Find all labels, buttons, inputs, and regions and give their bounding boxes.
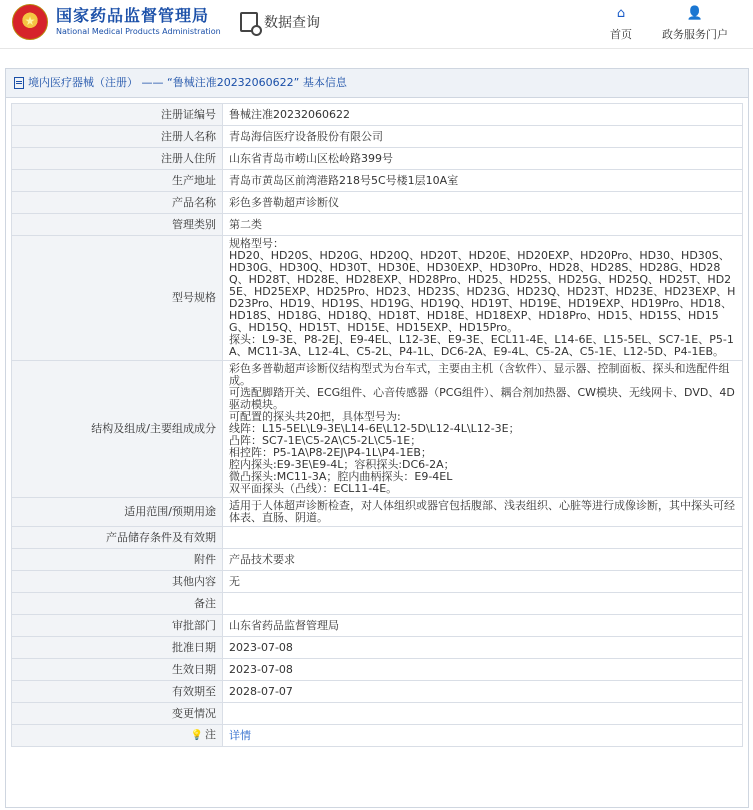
row-label-text: 附件: [194, 552, 216, 566]
row-label: [12, 593, 223, 615]
row-value[interactable]: [223, 725, 743, 747]
row-value-text: 彩色多普勒超声诊断仪: [229, 195, 339, 209]
row-label: [12, 104, 223, 126]
row-value: [223, 571, 743, 593]
row-label-text: 生效日期: [172, 662, 216, 676]
details-link[interactable]: 详情: [229, 728, 251, 742]
row-value: [223, 498, 743, 527]
row-label: [12, 192, 223, 214]
row-label-text: 结构及组成/主要组成成分: [91, 422, 216, 435]
row-value: [223, 703, 743, 725]
row-label: [12, 725, 223, 747]
row-value-text: 山东省青岛市崂山区松岭路399号: [229, 151, 393, 165]
row-value: [223, 170, 743, 192]
top-bar: [0, 0, 753, 49]
row-label: [12, 615, 223, 637]
user-icon: 👤: [686, 6, 704, 21]
row-value-text: 山东省药品监督管理局: [229, 618, 339, 632]
row-value-text: 彩色多普勒超声诊断仪结构型式为台车式，主要由主机（含软件）、显示器、控制面板、探头和选配件组成。 可选配脚踏开关、ECG组件、心音传感器（PCG组件）、耦合剂加热器、CW模块、无线网卡、DVD、4D驱动模块。 可配置的探头共20把，具体型号为: 线阵：L15-5EL\L9-3E\L14-6E\L12-5D\L12-4L\L12-3E； 凸阵：SC7-1E\C5-2A\C5-2L\C5-1E； 相控阵：P5-1A\P8-2EJ\P4-1L\P4-1EB； 腔内探头:E9-3E\E9-4L；容积探头:DC6-2A； 微凸探头:MC11-3A；腔内曲柄探头：E9-4EL 双平面探头（凸线）：ECL11-4E。: [229, 362, 735, 495]
row-value: [223, 104, 743, 126]
row-value: [223, 361, 743, 498]
row-label-text: 产品名称: [172, 195, 216, 209]
row-label-text: 变更情况: [172, 706, 216, 720]
row-value-text: 2028-07-07: [229, 684, 293, 698]
row-value-text: 产品技术要求: [229, 552, 295, 566]
site-logo[interactable]: [12, 4, 221, 40]
row-label-text: 适用范围/预期用途: [124, 505, 216, 518]
table-row: [12, 593, 743, 615]
row-value: [223, 637, 743, 659]
table-row: [12, 615, 743, 637]
nav-service-portal[interactable]: [655, 6, 735, 42]
logo-title-cn: 国家药品监督管理局: [56, 6, 210, 25]
row-label: [12, 681, 223, 703]
row-label-text: 备注: [194, 596, 216, 610]
device-info-table: [11, 103, 743, 747]
table-row: [12, 214, 743, 236]
row-value: [223, 236, 743, 361]
table-row: [12, 126, 743, 148]
row-label: [12, 170, 223, 192]
row-value: [223, 214, 743, 236]
row-label-text: 注册人名称: [161, 129, 216, 143]
row-label: [12, 236, 223, 361]
row-value-text: 青岛市黄岛区前湾港路218号5C号楼1层10A室: [229, 173, 459, 187]
table-row: [12, 236, 743, 361]
row-label-text: 管理类别: [172, 217, 216, 231]
row-value: [223, 192, 743, 214]
row-label-text: 有效期至: [172, 684, 216, 698]
row-value-text: 第二类: [229, 217, 262, 231]
table-row: [12, 659, 743, 681]
row-value: [223, 549, 743, 571]
home-icon: ⌂: [616, 6, 626, 21]
nav-home-label: 首页: [610, 28, 632, 41]
row-value: [223, 126, 743, 148]
row-value-text: 2023-07-08: [229, 640, 293, 654]
table-row: [12, 170, 743, 192]
row-label: [12, 498, 223, 527]
row-label-text: 注册证编号: [161, 107, 216, 121]
table-row: [12, 637, 743, 659]
row-value-text: 鲁械注准20232060622: [229, 107, 350, 121]
nav-home[interactable]: [606, 6, 636, 42]
table-row: [12, 703, 743, 725]
panel-header: [6, 69, 748, 98]
table-row: [12, 361, 743, 498]
table-row: [12, 498, 743, 527]
row-label-text: 审批部门: [172, 618, 216, 632]
row-label-text: 批准日期: [172, 640, 216, 654]
table-row: [12, 104, 743, 126]
logo-text: [56, 6, 221, 38]
table-row: [12, 192, 743, 214]
row-label: [12, 527, 223, 549]
row-value-text: 2023-07-08: [229, 662, 293, 676]
row-label: [12, 214, 223, 236]
row-value: [223, 148, 743, 170]
row-label-text: 注: [205, 728, 216, 741]
logo-title-en: National Medical Products Administration: [56, 27, 221, 36]
nav-service-portal-label: 政务服务门户: [662, 28, 728, 41]
national-emblem-icon: [12, 4, 48, 40]
detail-panel: [5, 68, 749, 808]
row-label-text: 其他内容: [172, 574, 216, 588]
search-document-icon: [240, 12, 258, 32]
document-icon: [14, 77, 24, 89]
row-label-text: 型号规格: [172, 291, 216, 304]
panel-title: 境内医疗器械（注册） —— “鲁械注准20232060622” 基本信息: [28, 76, 347, 89]
table-row: [12, 148, 743, 170]
data-query-label: 数据查询: [264, 15, 320, 31]
table-row: [12, 549, 743, 571]
row-value-text: 青岛海信医疗设备股份有限公司: [229, 129, 383, 143]
row-value: [223, 527, 743, 549]
row-label: [12, 703, 223, 725]
row-value-text: 无: [229, 574, 240, 588]
row-value: [223, 659, 743, 681]
row-value: [223, 615, 743, 637]
row-label-text: 产品储存条件及有效期: [106, 530, 216, 544]
row-label: [12, 126, 223, 148]
row-label: [12, 361, 223, 498]
row-label: [12, 637, 223, 659]
row-label: [12, 549, 223, 571]
row-value-text: 适用于人体超声诊断检查，对人体组织或器官包括腹部、浅表组织、心脏等进行成像诊断，其中探头可经体表、直肠、阴道。: [229, 499, 735, 524]
table-row: [12, 681, 743, 703]
row-value: [223, 681, 743, 703]
table-row: [12, 527, 743, 549]
table-row: [12, 571, 743, 593]
row-label: [12, 659, 223, 681]
row-label-text: 注册人住所: [161, 151, 216, 165]
row-label-text: 生产地址: [172, 173, 216, 187]
data-query-title: [240, 12, 320, 32]
lightbulb-icon: 💡: [190, 730, 203, 741]
row-value-text: 规格型号： HD20、HD20S、HD20G、HD20Q、HD20T、HD20E、HD20EXP、HD20Pro、HD30、HD30S、HD30G、HD30Q、HD30T、HD30E、HD30EXP、HD30Pro、HD28、HD28S、HD28G、HD28Q、HD28T、HD28E、HD28EXP、HD28Pro、HD25、HD25S、HD25G、HD25Q、HD25T、HD25E、HD25EXP、HD25Pro、HD23、HD23S、HD23G、HD23Q、HD23T、HD23E、HD23EXP、HD23Pro、HD19、HD19S、HD19G、HD19Q、HD19T、HD19E、HD19EXP、HD19Pro、HD18、HD18S、HD18G、HD18Q、HD18T、HD18E、HD18EXP、HD18Pro、HD15、HD15S、HD15G、HD15Q、HD15T、HD15E、HD15EXP、HD15Pro。 探头：L9-3E、P8-2EJ、E9-4EL、L12-3E、E9-3E、ECL11-4E、L14-6E、L15-5EL、SC7-1E、P5-1A、MC11-3A、L12-4L、C5-2L、P4-1L、DC6-2A、E9-4L、C5-2A、C5-1E、L12-5D、P4-1EB。: [229, 237, 736, 358]
table-row: [12, 725, 743, 747]
row-label: [12, 571, 223, 593]
row-value: [223, 593, 743, 615]
row-label: [12, 148, 223, 170]
